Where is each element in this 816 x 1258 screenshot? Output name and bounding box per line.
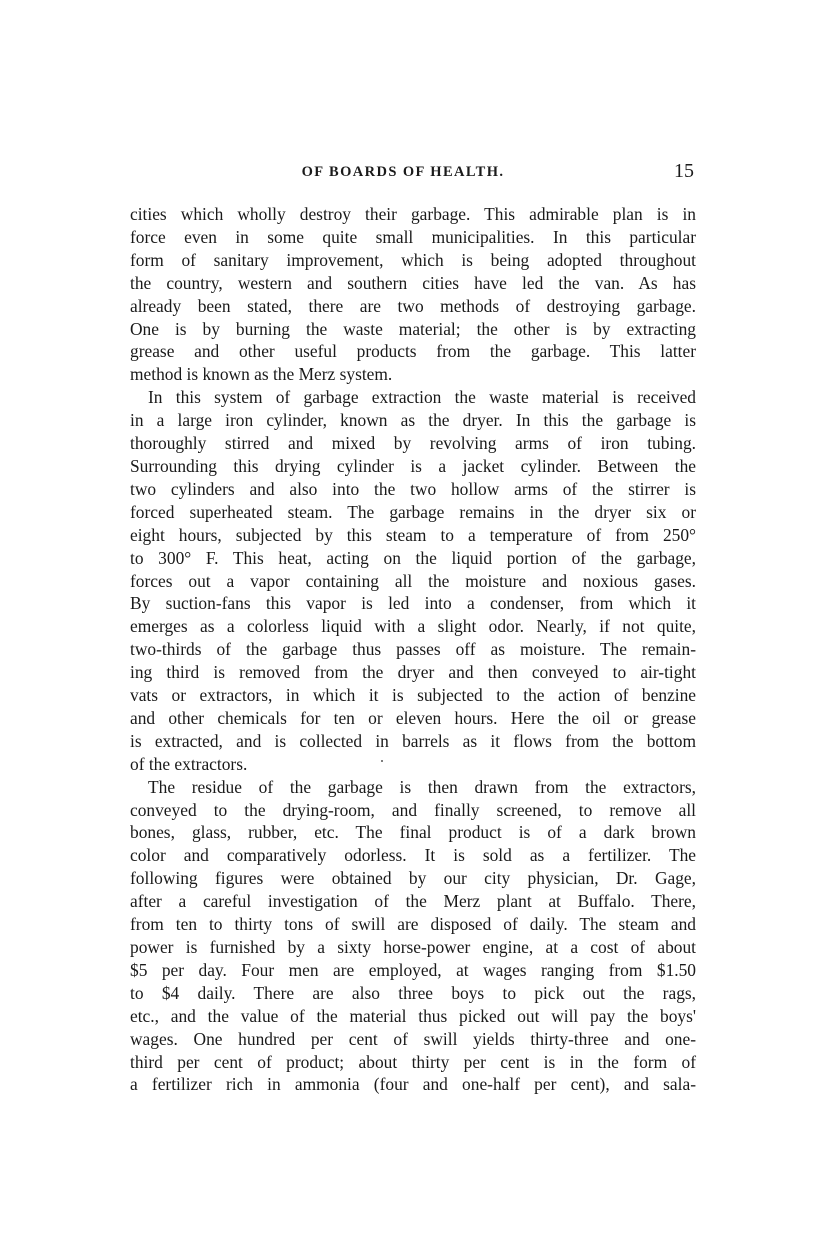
ink-speck xyxy=(381,760,383,762)
text-line: $5 per day. Four men are employed, at wages ranging from $1.50 xyxy=(130,959,696,980)
body-text xyxy=(130,203,696,1096)
text-line: already been stated, there are two methods of destroying garbage. xyxy=(130,295,696,316)
text-line: forces out a vapor containing all the moisture and noxious gases. xyxy=(130,570,696,591)
text-line: after a careful investigation of the Merz plant at Buffalo. There, xyxy=(130,891,696,912)
text-line: form of sanitary improvement, which is being adopted throughout xyxy=(130,249,696,270)
text-line: is extracted, and is collected in barrels as it flows from the bottom xyxy=(130,730,696,751)
text-line: One is by burning the waste material; the other is by extracting xyxy=(130,318,696,339)
text-line: conveyed to the drying-room, and finally screened, to remove all xyxy=(130,799,696,820)
text-line: emerges as a colorless liquid with a slight odor. Nearly, if not quite, xyxy=(130,616,696,637)
text-line: in a large iron cylinder, known as the dryer. In this the garbage is xyxy=(130,410,696,431)
text-line: bones, glass, rubber, etc. The final product is of a dark brown xyxy=(130,822,696,843)
text-line: thoroughly stirred and mixed by revolving arms of iron tubing. xyxy=(130,433,696,454)
text-line: to 300° F. This heat, acting on the liquid portion of the garbage, xyxy=(130,547,696,568)
text-line: two-thirds of the garbage thus passes off as moisture. The remain- xyxy=(130,639,696,660)
text-line: force even in some quite small municipalities. In this particular xyxy=(130,226,696,247)
text-line: of the extractors. xyxy=(130,753,248,774)
text-line: vats or extractors, in which it is subjected to the action of benzine xyxy=(130,685,696,706)
text-line: method is known as the Merz system. xyxy=(130,364,393,385)
text-line: and other chemicals for ten or eleven hours. Here the oil or grease xyxy=(130,707,696,728)
text-line: from ten to thirty tons of swill are disposed of daily. The steam and xyxy=(130,914,696,935)
page-number: 15 xyxy=(674,160,694,182)
text-line: In this system of garbage extraction the waste material is received xyxy=(148,387,696,408)
text-line: to $4 daily. There are also three boys to pick out the rags, xyxy=(130,982,696,1003)
text-line: two cylinders and also into the two hollow arms of the stirrer is xyxy=(130,478,696,499)
text-line: Surrounding this drying cylinder is a jacket cylinder. Between the xyxy=(130,455,696,476)
paragraph-1 xyxy=(130,203,696,386)
text-line: a fertilizer rich in ammonia (four and one-half per cent), and sala- xyxy=(130,1074,696,1095)
text-line: third per cent of product; about thirty per cent is in the form of xyxy=(130,1051,696,1072)
text-line: eight hours, subjected by this steam to a temperature of from 250° xyxy=(130,524,696,545)
text-line: etc., and the value of the material thus picked out will pay the boys' xyxy=(130,1005,696,1026)
text-line: grease and other useful products from the garbage. This latter xyxy=(130,341,696,362)
text-line: forced superheated steam. The garbage remains in the dryer six or xyxy=(130,501,696,522)
text-line: power is furnished by a sixty horse-power engine, at a cost of about xyxy=(130,937,696,957)
text-line: wages. One hundred per cent of swill yields thirty-three and one- xyxy=(130,1028,696,1049)
text-line: By suction-fans this vapor is led into a condenser, from which it xyxy=(130,593,696,614)
paragraph-2 xyxy=(130,386,696,775)
running-title: OF BOARDS OF HEALTH. xyxy=(301,164,505,180)
paragraph-3 xyxy=(130,776,696,1097)
text-line: ing third is removed from the dryer and then conveyed to air-tight xyxy=(130,662,696,683)
running-head xyxy=(130,160,696,186)
text-line: cities which wholly destroy their garbage. This admirable plan is in xyxy=(130,204,696,224)
text-line: following figures were obtained by our city physician, Dr. Gage, xyxy=(130,868,696,889)
text-line: The residue of the garbage is then drawn from the extractors, xyxy=(148,776,696,797)
text-line: the country, western and southern cities have led the van. As has xyxy=(130,272,696,293)
text-line: color and comparatively odorless. It is sold as a fertilizer. The xyxy=(130,845,696,866)
